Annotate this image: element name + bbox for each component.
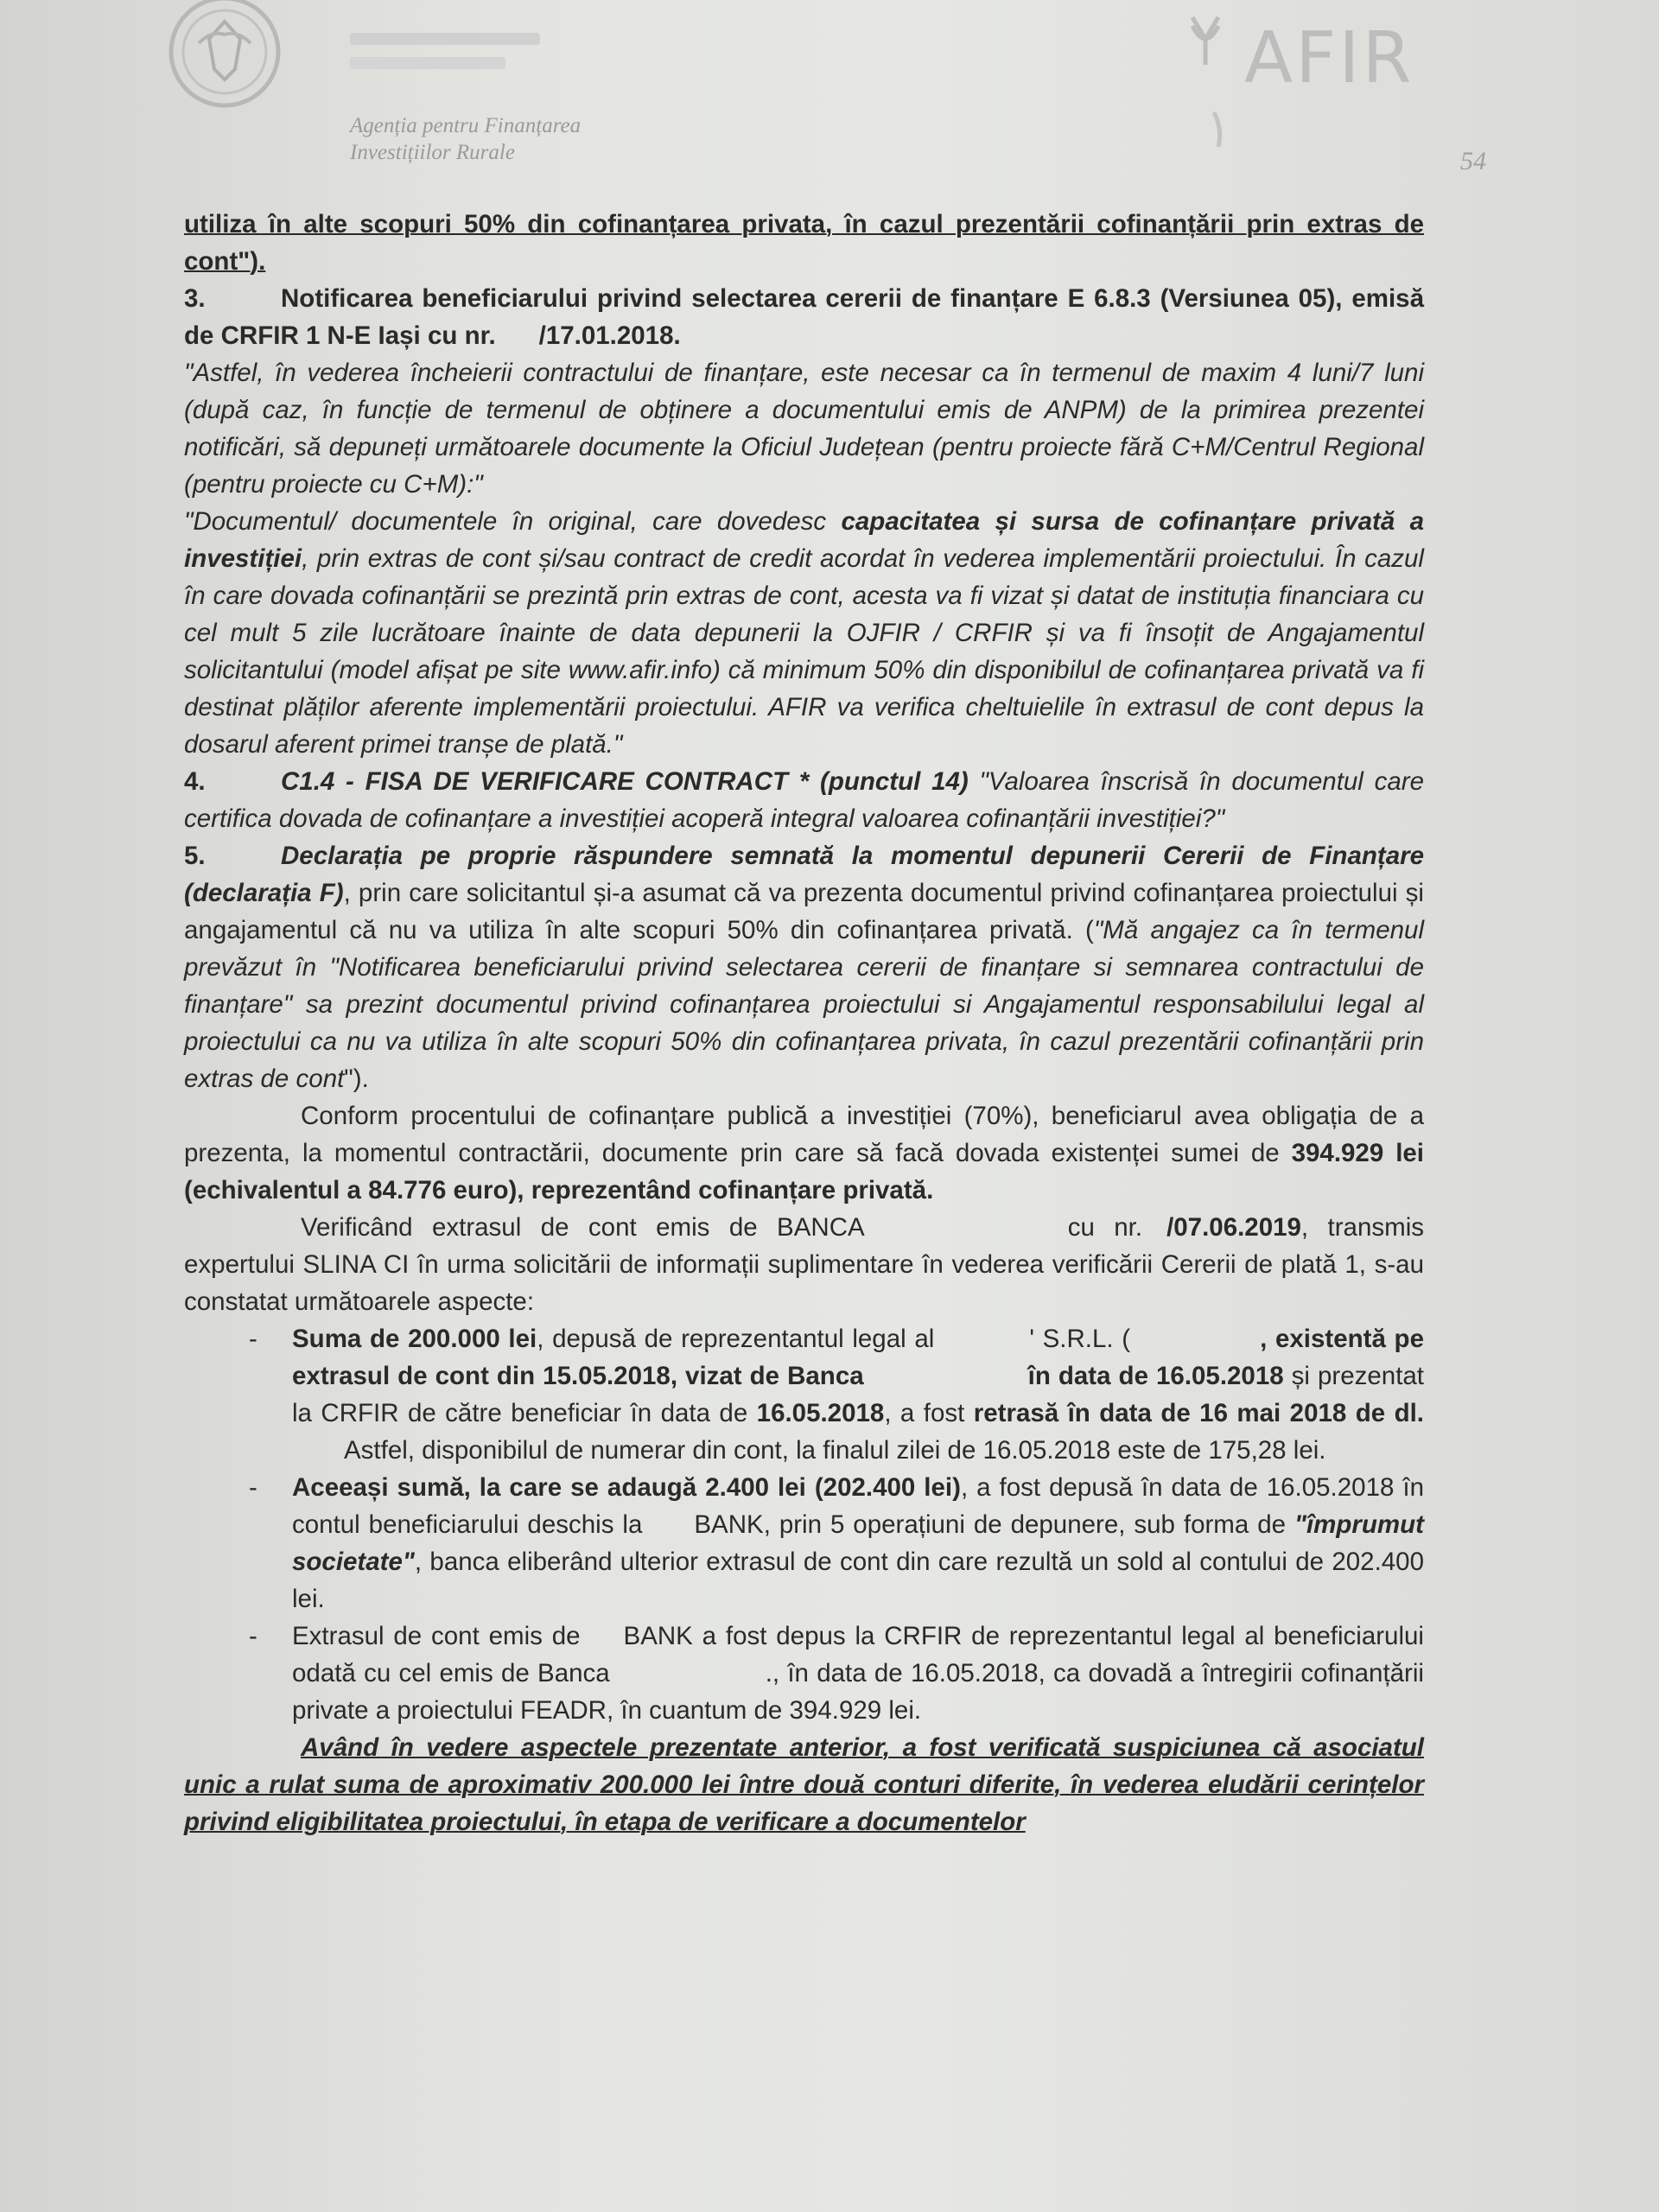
- item-4: [184, 763, 1424, 837]
- bullet-2-amount: Aceeași sumă, la care se adaugă 2.400 lei (202.400 lei): [292, 1473, 961, 1502]
- item-5: [184, 837, 1424, 1097]
- bullet-2-text-b: BANK, prin 5 operațiuni de depunere, sub forma de: [694, 1510, 1294, 1539]
- item-3-heading: [184, 280, 1424, 354]
- paragraph-verification: [184, 1209, 1424, 1320]
- bullet-dash: -: [249, 1325, 257, 1353]
- bullet-dash: -: [249, 1622, 257, 1650]
- item-3-quote-2-start: "Documentul/ documentele în original, care dovedesc: [184, 507, 842, 536]
- bullet-1-text-a: , depusă de reprezentantul legal al: [537, 1325, 935, 1353]
- item-3-quote-2: [184, 503, 1424, 763]
- item-3-quote-1: "Astfel, în vederea încheierii contractului de finanțare, este necesar ca în termenul de maxim 4 luni/7 luni (după caz, în funcție de termenul de obținere a documentului emis de ANPM) de la primirea prezentei notificări, să depuneți următoarele documente la Oficiul Județean (pentru proiecte fără C+M/Centrul Regional (pentru proiecte cu C+M):": [184, 359, 1424, 499]
- item-4-quote: "Valoarea înscrisă în documentul care certifica dovada de cofinanțare a investiției acoperă integral valoarea cofinanțării investiției?": [184, 767, 1424, 833]
- bullet-2-loan: "împrumut societate": [292, 1510, 1424, 1576]
- paragraph-verification-bank: Verificând extrasul de cont emis de BANCA: [301, 1213, 865, 1242]
- bullet-1-withdrawn: retrasă în data de 16 mai 2018 de dl.: [973, 1399, 1424, 1427]
- item-5-text: , prin care solicitantul și-a asumat că va prezenta documentul privind cofinanțarea proiectului și angajamentul că nu va utiliza în alte scopuri 50% din cofinanțarea privată. (: [184, 879, 1424, 944]
- afir-logo-text: AFIR: [1244, 17, 1414, 99]
- bullet-3: [184, 1618, 1424, 1729]
- item-4-title: C1.4 - FISA DE VERIFICARE CONTRACT * (punctul 14): [281, 767, 969, 796]
- romanian-coat-of-arms-seal: [164, 0, 311, 130]
- bullet-1-amount: Suma de 200.000 lei: [292, 1325, 537, 1353]
- paragraph-verification-date: /07.06.2019: [1166, 1213, 1301, 1242]
- item-5-quote: "Mă angajez ca în termenul prevăzut în "Notificarea beneficiarului privind selectarea cererii de finanțare si semnarea contractului de finanțare" sa prezint documentul privind cofinanțarea proiectului si Angajamentul responsabilului legal al proiectului ca nu va utiliza în alte scopuri 50% din cofinanțarea privata, în cazul prezentării cofinanțării prin extras de cont: [184, 916, 1424, 1093]
- item-3-number: 3.: [184, 284, 206, 313]
- item-5-end: ").: [344, 1065, 369, 1093]
- bullet-1-text-c: , a fost: [884, 1399, 974, 1427]
- bullet-1-balance: Astfel, disponibilul de numerar din cont, la finalul zilei de 16.05.2018 este de 175,28 lei.: [344, 1436, 1326, 1465]
- item-3-title: Notificarea beneficiarului privind selectarea cererii de finanțare E 6.8.3 (Versiunea 05), emisă de CRFIR 1 N-E Iași cu nr.: [184, 284, 1424, 350]
- bullet-1-date-2: 16.05.2018: [756, 1399, 885, 1427]
- document-body: [184, 206, 1424, 1840]
- page-number: 54: [1460, 147, 1486, 175]
- bullet-3-text-b: BANK a fost depus la CRFIR de reprezentantul legal al beneficiarului odată cu cel emis de Banca: [292, 1622, 1424, 1688]
- item-5-number: 5.: [184, 842, 206, 870]
- item-3-nr-suffix: /17.01.2018.: [538, 321, 681, 350]
- bullet-1-text-b: și prezentat la CRFIR de către beneficiar în data de: [292, 1362, 1425, 1427]
- bullet-2-text-a: , a fost depusă în data de 16.05.2018 în contul beneficiarului deschis la: [292, 1473, 1424, 1539]
- paragraph-conform: [184, 1097, 1424, 1209]
- agency-name-line1: Agenția pentru Finanțarea: [350, 114, 582, 137]
- paragraph-conform-text: Conform procentului de cofinanțare publică a investiției (70%), beneficiarul avea obligația de a prezenta, la momentul contractării, documente prin care să facă dovada existenței sumei de: [184, 1102, 1424, 1167]
- paragraph-verification-nr: cu nr.: [1067, 1213, 1143, 1242]
- bullet-1-statement: , existentă pe extrasul de cont din 15.05.2018, vizat de Banca: [292, 1325, 1424, 1390]
- paragraph-conform-amount: 394.929 lei (echivalentul a 84.776 euro), reprezentând cofinanțare privată.: [184, 1139, 1424, 1205]
- bullet-1: [184, 1320, 1424, 1469]
- agency-name-line2: Investițiilor Rurale: [350, 141, 515, 164]
- paragraph-verification-rest: , transmis expertului SLINA CI în urma solicitării de informații suplimentare în vederea verificării Cererii de plată 1, s-au constatat următoarele aspecte:: [184, 1213, 1425, 1316]
- item-5-title: Declarația pe proprie răspundere semnată la momentul depunerii Cererii de Finanțare (declarația F): [184, 842, 1424, 907]
- final-paragraph: Având în vedere aspectele prezentate anterior, a fost verificată suspiciunea că asociatul unic a rulat suma de aproximativ 200.000 lei între două conturi diferite, în vederea eludării cerințelor privind eligibilitatea proiectului, în etapa de verificare a documentelor: [184, 1733, 1424, 1836]
- item-3-quote-2-bold: capacitatea și sursa de cofinanțare privată a investiției: [184, 507, 1424, 573]
- bullet-2-text-c: , banca eliberând ulterior extrasul de cont din care rezultă un sold al contului de 202.400 lei.: [292, 1548, 1424, 1613]
- bullet-3-text-a: Extrasul de cont emis de: [292, 1622, 581, 1650]
- continued-text: utiliza în alte scopuri 50% din cofinanțarea privata, în cazul prezentării cofinanțării prin extras de cont").: [184, 210, 1424, 276]
- bullet-2: [184, 1469, 1424, 1618]
- item-3-quote-2-rest: , prin extras de cont și/sau contract de credit acordat în vederea implementării proiectului. În cazul în care dovada cofinanțării se prezintă prin extras de cont, acesta va fi vizat și datat de instituția financiara cu cel mult 5 zile lucrătoare înainte de data depunerii la OJFIR / CRFIR și va fi însoțit de Angajamentul solicitantului (model afișat pe site www.afir.info) că minimum 50% din disponibilul de cofinanțarea privată va fi destinat plăților aferente implementării proiectului. AFIR va verifica cheltuielile în extrasul de cont depus la dosarul aferent primei tranșe de plată.": [184, 544, 1424, 759]
- item-4-number: 4.: [184, 767, 206, 796]
- bullet-1-date: în data de 16.05.2018: [1027, 1362, 1284, 1390]
- letterhead: [0, 0, 1659, 199]
- faded-ministry-text: [350, 26, 575, 78]
- bullet-1-company: ' S.R.L. (: [1029, 1325, 1131, 1353]
- agency-name: [350, 112, 581, 166]
- bullet-3-text-c: ., în data de 16.05.2018, ca dovadă a întregirii cofinanțării private a proiectului FEADR, în cuantum de 394.929 lei.: [292, 1659, 1424, 1725]
- bullet-dash: -: [249, 1473, 257, 1502]
